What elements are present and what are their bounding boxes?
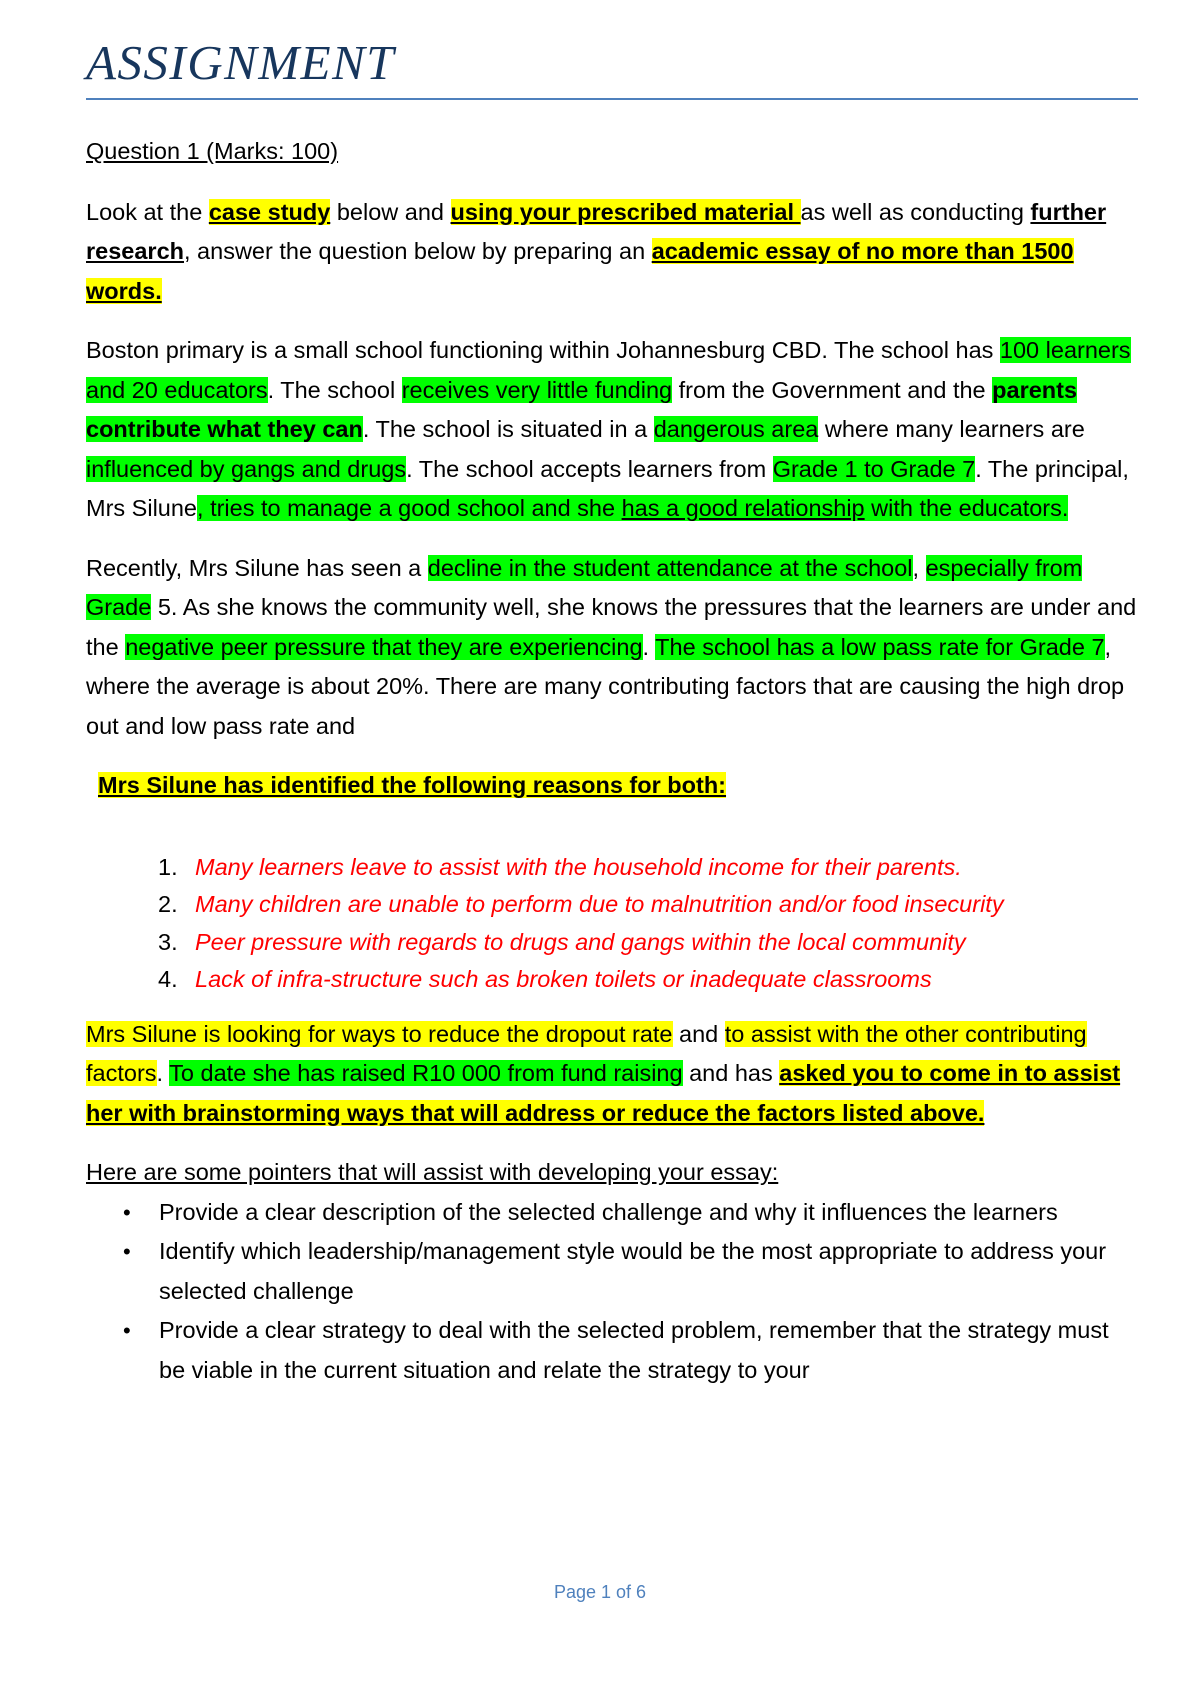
green-highlight: parents contribute what they can xyxy=(86,376,1078,442)
reason-text: Many learners leave to assist with the household income for their parents. xyxy=(195,853,962,880)
document-title: ASSIGNMENT xyxy=(86,35,395,90)
green-highlight: has a good relationship xyxy=(621,495,865,521)
question-heading: Question 1 (Marks: 100) xyxy=(86,138,339,164)
green-highlight: To date she has raised R10 000 from fund raising xyxy=(169,1060,683,1086)
prescribed-material-highlight: using your prescribed material xyxy=(450,198,801,225)
task-paragraph xyxy=(86,1015,1138,1134)
green-highlight: The school has a low pass rate for Grade 7 xyxy=(655,633,1105,660)
attendance-text: Recently, Mrs Silune has seen a xyxy=(86,554,428,581)
list-item xyxy=(86,1232,1138,1311)
case-text: from the Government and the xyxy=(672,376,993,403)
page-footer: Page 1 of 6 xyxy=(553,1582,647,1602)
page-body xyxy=(86,132,1138,1390)
reason-text: Peer pressure with regards to drugs and gangs within the local community xyxy=(195,928,966,955)
intro-paragraph xyxy=(86,193,1138,312)
green-highlight: Grade 1 to Grade 7 xyxy=(772,455,976,482)
green-highlight: 100 learners and 20 educators xyxy=(86,337,1131,403)
further-research-text: further research xyxy=(86,198,1107,264)
case-study-paragraph xyxy=(86,331,1138,529)
intro-text: below and xyxy=(330,198,451,225)
list-item xyxy=(86,886,1138,924)
reasons-heading xyxy=(98,766,1138,806)
green-highlight: with the educators. xyxy=(864,495,1069,521)
task-text: and xyxy=(672,1020,725,1047)
case-text: . The school is situated in a xyxy=(362,416,654,442)
bullet-icon: • xyxy=(123,1199,131,1225)
list-number: 1. xyxy=(158,853,178,880)
reasons-heading-text: Mrs Silune has identified the following reasons for both: xyxy=(98,772,727,798)
green-highlight: receives very little funding xyxy=(401,376,673,403)
list-item xyxy=(86,849,1138,887)
case-text: . The school xyxy=(267,376,402,403)
intro-text: Look at the xyxy=(86,198,209,225)
attendance-paragraph xyxy=(86,549,1138,747)
reason-text: Many children are unable to perform due to malnutrition and/or food insecurity xyxy=(195,891,1004,917)
list-item xyxy=(86,1193,1138,1233)
list-number: 4. xyxy=(158,966,178,992)
essay-length-highlight: academic essay of no more than 1500 words. xyxy=(86,238,1074,304)
title-divider xyxy=(86,98,1138,100)
list-item xyxy=(86,1311,1138,1390)
green-highlight: decline in the student attendance at the school xyxy=(427,554,913,581)
yellow-highlight: Mrs Silune is looking for ways to reduce the dropout rate xyxy=(86,1020,673,1047)
attendance-text: , where the average is about 20%. There are many contributing factors that are causing the high drop out and low pass rate and xyxy=(86,633,1125,739)
reasons-list xyxy=(86,849,1138,999)
green-highlight: especially from Grade xyxy=(86,554,1083,620)
yellow-highlight: asked you to come in to assist her with brainstorming ways that will address or reduce the factors listed above. xyxy=(86,1060,1121,1126)
pointers-list xyxy=(86,1193,1138,1391)
list-number: 3. xyxy=(158,928,178,955)
reason-text: Lack of infra-structure such as broken toilets or inadequate classrooms xyxy=(195,966,932,992)
attendance-text: , xyxy=(912,554,926,581)
task-text: . xyxy=(156,1060,170,1086)
task-text: and has xyxy=(682,1060,780,1086)
pointer-text: Identify which leadership/management style would be the most appropriate to address your selected challenge xyxy=(159,1238,1107,1304)
case-text: where many learners are xyxy=(818,416,1085,442)
list-item xyxy=(86,924,1138,962)
attendance-text: . xyxy=(642,633,656,660)
case-text: . The principal, Mrs Silune xyxy=(86,455,1129,521)
list-item xyxy=(86,961,1138,999)
pointer-text: Provide a clear description of the selected challenge and why it influences the learners xyxy=(159,1198,1058,1225)
green-highlight: , tries to manage a good school and she xyxy=(197,495,622,521)
attendance-text: 5. As she knows the community well, she knows the pressures that the learners are under and the xyxy=(86,594,1137,660)
pointers-heading: Here are some pointers that will assist with developing your essay: xyxy=(86,1159,779,1185)
intro-text: as well as conducting xyxy=(800,198,1031,225)
pointer-text: Provide a clear strategy to deal with the selected problem, remember that the strategy must be viable in the current situation and relate the strategy to your xyxy=(159,1317,1109,1383)
green-highlight: influenced by gangs and drugs xyxy=(86,455,407,482)
bullet-icon: • xyxy=(123,1318,131,1343)
case-study-highlight: case study xyxy=(208,198,331,225)
bullet-icon: • xyxy=(123,1239,131,1264)
case-text: Boston primary is a small school functioning within Johannesburg CBD. The school has xyxy=(86,337,1000,363)
intro-text: , answer the question below by preparing an xyxy=(184,238,652,264)
green-highlight: dangerous area xyxy=(653,416,819,442)
yellow-highlight: to assist with the other contributing factors xyxy=(86,1020,1087,1086)
green-highlight: negative peer pressure that they are experiencing xyxy=(125,633,643,660)
list-number: 2. xyxy=(158,891,178,917)
case-text: . The school accepts learners from xyxy=(406,455,773,482)
